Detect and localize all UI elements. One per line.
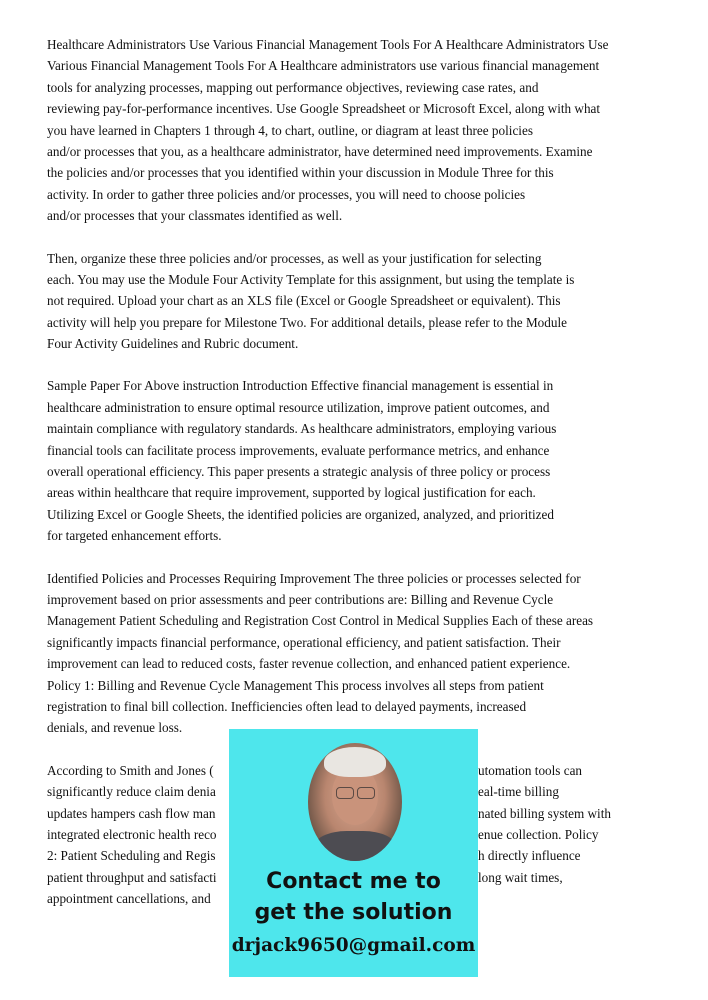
text-line: activity will help you prepare for Milestone Two. For additional details, please refer to the Module — [47, 314, 567, 330]
paragraph — [47, 375, 677, 546]
text-line: each. You may use the Module Four Activity Template for this assignment, but using the template is — [47, 271, 575, 287]
text-line: registration to final bill collection. Inefficiencies often lead to delayed payments, increased — [47, 698, 527, 714]
text-line: tools for analyzing processes, mapping out performance objectives, reviewing case rates, and — [47, 79, 539, 95]
text-line: updates hampers cash flow man nated billing system with — [47, 803, 677, 824]
contact-advertisement — [229, 729, 478, 977]
ad-headline-line1: Contact me to — [266, 869, 441, 894]
text-line: According to Smith and Jones ( utomation tools can — [47, 760, 677, 781]
text-line: and/or processes that you, as a healthcare administrator, have determined need improvements. Examine — [47, 143, 593, 159]
text-line: 2: Patient Scheduling and Regis h directly influence — [47, 845, 677, 866]
text-line: improvement can lead to reduced costs, faster revenue collection, and enhanced patient experience. — [47, 656, 571, 672]
text-line: not required. Upload your chart as an XLS file (Excel or Google Spreadsheet or equivalent). This — [47, 293, 561, 309]
text-line: integrated electronic health reco enue collection. Policy — [47, 824, 677, 845]
text-line: patient throughput and satisfacti long wait times, — [47, 867, 677, 888]
text-line: activity. In order to gather three policies and/or processes, you will need to choose policies — [47, 186, 526, 202]
paragraph — [47, 568, 677, 739]
text-line: Management Patient Scheduling and Registration Cost Control in Medical Supplies Each of these areas — [47, 613, 594, 629]
text-line: denials, and revenue loss. — [47, 720, 183, 736]
text-line-fragment: enue collection. Policy — [478, 826, 599, 842]
text-line: you have learned in Chapters 1 through 4, to chart, outline, or diagram at least three policies — [47, 122, 533, 138]
text-line: areas within healthcare that require improvement, supported by logical justification for each. — [47, 485, 536, 501]
text-line: Various Financial Management Tools For A Healthcare administrators use various financial management — [47, 58, 600, 74]
text-line: for targeted enhancement efforts. — [47, 528, 222, 544]
text-line-fragment: nated billing system with — [478, 805, 611, 821]
text-line: financial tools can facilitate process improvements, evaluate performance metrics, and enhance — [47, 442, 550, 458]
text-line: appointment cancellations, and — [47, 891, 211, 907]
text-line: Four Activity Guidelines and Rubric document. — [47, 336, 299, 352]
ad-headline-line2: get the solution — [254, 900, 453, 925]
text-line: maintain compliance with regulatory standards. As healthcare administrators, employing various — [47, 421, 557, 437]
text-line: Policy 1: Billing and Revenue Cycle Management This process involves all steps from patient — [47, 677, 544, 693]
text-line: significantly reduce claim denia eal-time billing — [47, 781, 677, 802]
text-line: Then, organize these three policies and/or processes, as well as your justification for selecting — [47, 250, 542, 266]
text-line: significantly impacts financial performance, operational efficiency, and patient satisfaction. Their — [47, 634, 561, 650]
ad-email: drjack9650@gmail.com — [231, 935, 476, 956]
text-line: Sample Paper For Above instruction Introduction Effective financial management is essential in — [47, 378, 554, 394]
text-line: healthcare administration to ensure optimal resource utilization, improve patient outcomes, and — [47, 399, 550, 415]
text-line: Identified Policies and Processes Requiring Improvement The three policies or processes selected for — [47, 570, 581, 586]
portrait-photo — [308, 743, 402, 861]
text-line-fragment: utomation tools can — [478, 762, 583, 778]
text-line: improvement based on prior assessments and peer contributions are: Billing and Revenue Cycle — [47, 591, 554, 607]
text-line-fragment: eal-time billing — [478, 784, 559, 800]
paragraph — [47, 34, 677, 227]
paragraph — [47, 248, 677, 355]
text-line: Utilizing Excel or Google Sheets, the identified policies are organized, analyzed, and prioritized — [47, 506, 554, 522]
text-line: the policies and/or processes that you identified within your discussion in Module Three for this — [47, 165, 554, 181]
text-line-fragment: long wait times, — [478, 869, 563, 885]
text-line: reviewing pay-for-performance incentives. Use Google Spreadsheet or Microsoft Excel, along with what — [47, 101, 601, 117]
text-line-fragment: h directly influence — [478, 848, 581, 864]
text-line: Healthcare Administrators Use Various Financial Management Tools For A Healthcare Administrators Use — [47, 37, 609, 52]
text-line: and/or processes that your classmates identified as well. — [47, 208, 343, 224]
text-line: overall operational efficiency. This paper presents a strategic analysis of three policy or process — [47, 464, 551, 480]
